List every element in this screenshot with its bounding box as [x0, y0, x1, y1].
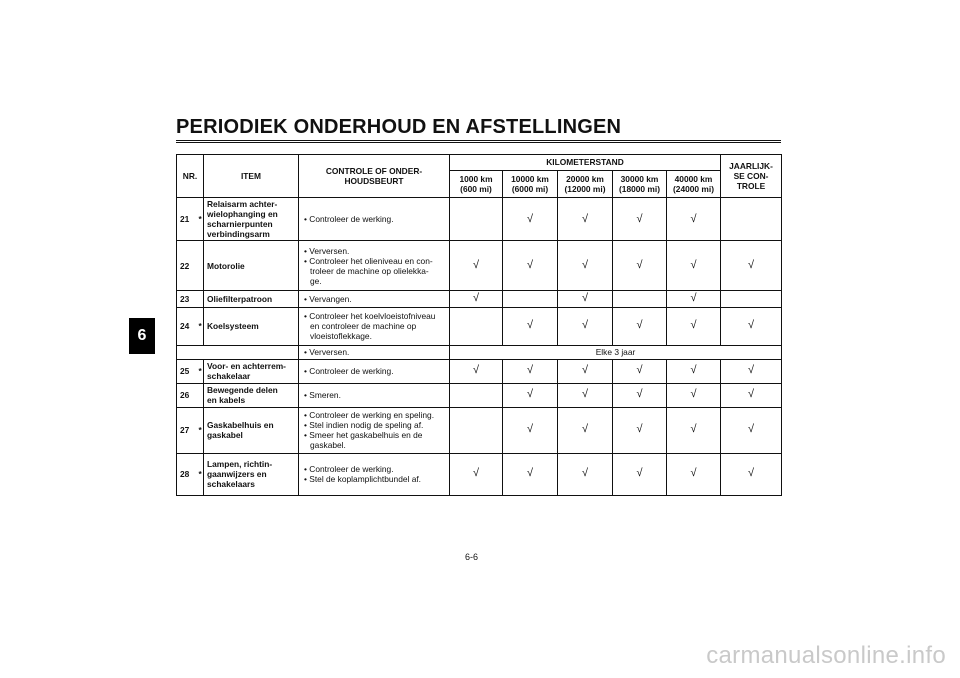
title-rule [176, 140, 781, 143]
check-mark: √ [613, 198, 667, 241]
empty-check-cell [450, 383, 503, 407]
empty-check-cell [721, 291, 782, 307]
watermark: carmanualsonline.info [706, 642, 946, 669]
check-mark: √ [613, 453, 667, 495]
header-control: CONTROLE OF ONDER- HOUDSBEURT [299, 155, 450, 198]
table-row [177, 241, 782, 291]
empty-check-cell [450, 198, 503, 241]
table-row [177, 407, 782, 453]
row-number: 27 [177, 407, 199, 453]
chapter-tab: 6 [129, 318, 155, 354]
empty-check-cell [450, 407, 503, 453]
row-star-marker: * [199, 407, 204, 453]
check-mark: √ [558, 453, 613, 495]
check-mark: √ [613, 383, 667, 407]
action-item: • Controleer de werking en speling. [302, 410, 446, 420]
check-mark: √ [613, 359, 667, 383]
table-row [177, 359, 782, 383]
action-item: • Verversen. [302, 347, 446, 357]
check-mark: √ [667, 241, 721, 291]
page-title: PERIODIEK ONDERHOUD EN AFSTELLINGEN [176, 116, 622, 138]
table-row [177, 307, 782, 345]
header-item: ITEM [204, 155, 299, 198]
row-actions [299, 383, 450, 407]
row-blank-cell [177, 345, 299, 359]
row-number: 21 [177, 198, 199, 241]
action-item: • Verversen. [302, 246, 446, 256]
row-star-marker: * [199, 453, 204, 495]
check-mark: √ [613, 407, 667, 453]
check-mark: √ [667, 291, 721, 307]
row-star-marker: * [199, 307, 204, 345]
action-item: • Stel de koplamplichtbundel af. [302, 474, 446, 484]
row-item: Relaisarm achter- wielophanging en scharnierpunten verbindingsarm [204, 198, 299, 241]
check-mark: √ [558, 359, 613, 383]
table-row [177, 345, 782, 359]
check-mark: √ [503, 307, 558, 345]
interval-note: Elke 3 jaar [450, 345, 782, 359]
row-star-marker: * [199, 198, 204, 241]
check-mark: √ [667, 383, 721, 407]
check-mark: √ [667, 407, 721, 453]
header-km-1: 10000 km (6000 mi) [503, 171, 558, 198]
empty-check-cell [721, 198, 782, 241]
action-item: • Controleer de werking. [302, 366, 446, 376]
table-row [177, 383, 782, 407]
row-actions [299, 453, 450, 495]
check-mark: √ [503, 407, 558, 453]
header-km-3: 30000 km (18000 mi) [613, 171, 667, 198]
check-mark: √ [613, 307, 667, 345]
action-item: • Stel indien nodig de speling af. [302, 420, 446, 430]
header-kilometer: KILOMETERSTAND [450, 155, 721, 171]
row-actions [299, 241, 450, 291]
check-mark: √ [450, 241, 503, 291]
row-actions [299, 291, 450, 307]
row-item: Koelsysteem [204, 307, 299, 345]
check-mark: √ [721, 241, 782, 291]
row-item: Bewegende delen en kabels [204, 383, 299, 407]
check-mark: √ [558, 291, 613, 307]
row-number: 28 [177, 453, 199, 495]
empty-check-cell [613, 291, 667, 307]
row-item: Voor- en achterrem- schakelaar [204, 359, 299, 383]
check-mark: √ [667, 453, 721, 495]
action-item: • Controleer de werking. [302, 214, 446, 224]
action-item: • Smeer het gaskabelhuis en de gaskabel. [302, 430, 446, 450]
row-actions [299, 307, 450, 345]
header-nr: NR. [177, 155, 204, 198]
header-km-4: 40000 km (24000 mi) [667, 171, 721, 198]
check-mark: √ [721, 453, 782, 495]
row-actions [299, 198, 450, 241]
check-mark: √ [450, 359, 503, 383]
check-mark: √ [558, 407, 613, 453]
check-mark: √ [503, 241, 558, 291]
row-item: Oliefilterpatroon [204, 291, 299, 307]
check-mark: √ [503, 453, 558, 495]
check-mark: √ [667, 359, 721, 383]
check-mark: √ [721, 307, 782, 345]
row-star-marker: * [199, 359, 204, 383]
check-mark: √ [558, 241, 613, 291]
row-number: 24 [177, 307, 199, 345]
row-item: Lampen, richtin- gaanwijzers en schakelaars [204, 453, 299, 495]
maintenance-table [176, 154, 782, 496]
row-item: Motorolie [204, 241, 299, 291]
row-number: 23 [177, 291, 199, 307]
check-mark: √ [558, 307, 613, 345]
check-mark: √ [503, 383, 558, 407]
header-km-0: 1000 km (600 mi) [450, 171, 503, 198]
check-mark: √ [558, 198, 613, 241]
check-mark: √ [503, 198, 558, 241]
empty-check-cell [503, 291, 558, 307]
row-number: 22 [177, 241, 199, 291]
table-row [177, 453, 782, 495]
table-row [177, 291, 782, 307]
check-mark: √ [450, 291, 503, 307]
check-mark: √ [450, 453, 503, 495]
header-km-2: 20000 km (12000 mi) [558, 171, 613, 198]
check-mark: √ [558, 383, 613, 407]
check-mark: √ [667, 307, 721, 345]
page-number: 6-6 [465, 552, 479, 562]
table-row [177, 198, 782, 241]
row-actions [299, 407, 450, 453]
row-number: 25 [177, 359, 199, 383]
check-mark: √ [667, 198, 721, 241]
check-mark: √ [613, 241, 667, 291]
check-mark: √ [721, 407, 782, 453]
check-mark: √ [721, 383, 782, 407]
action-item: • Controleer de werking. [302, 464, 446, 474]
action-item: • Controleer het olieniveau en con- troleer de machine op olielekka- ge. [302, 256, 446, 286]
row-actions [299, 359, 450, 383]
header-annual: JAARLIJK- SE CON- TROLE [721, 155, 782, 198]
empty-check-cell [450, 307, 503, 345]
check-mark: √ [503, 359, 558, 383]
action-item: • Smeren. [302, 390, 446, 400]
action-item: • Vervangen. [302, 294, 446, 304]
action-item: • Controleer het koelvloeistofniveau en controleer de machine op vloeistoflekkage. [302, 311, 446, 341]
row-item: Gaskabelhuis en gaskabel [204, 407, 299, 453]
row-actions [299, 345, 450, 359]
row-number: 26 [177, 383, 199, 407]
check-mark: √ [721, 359, 782, 383]
